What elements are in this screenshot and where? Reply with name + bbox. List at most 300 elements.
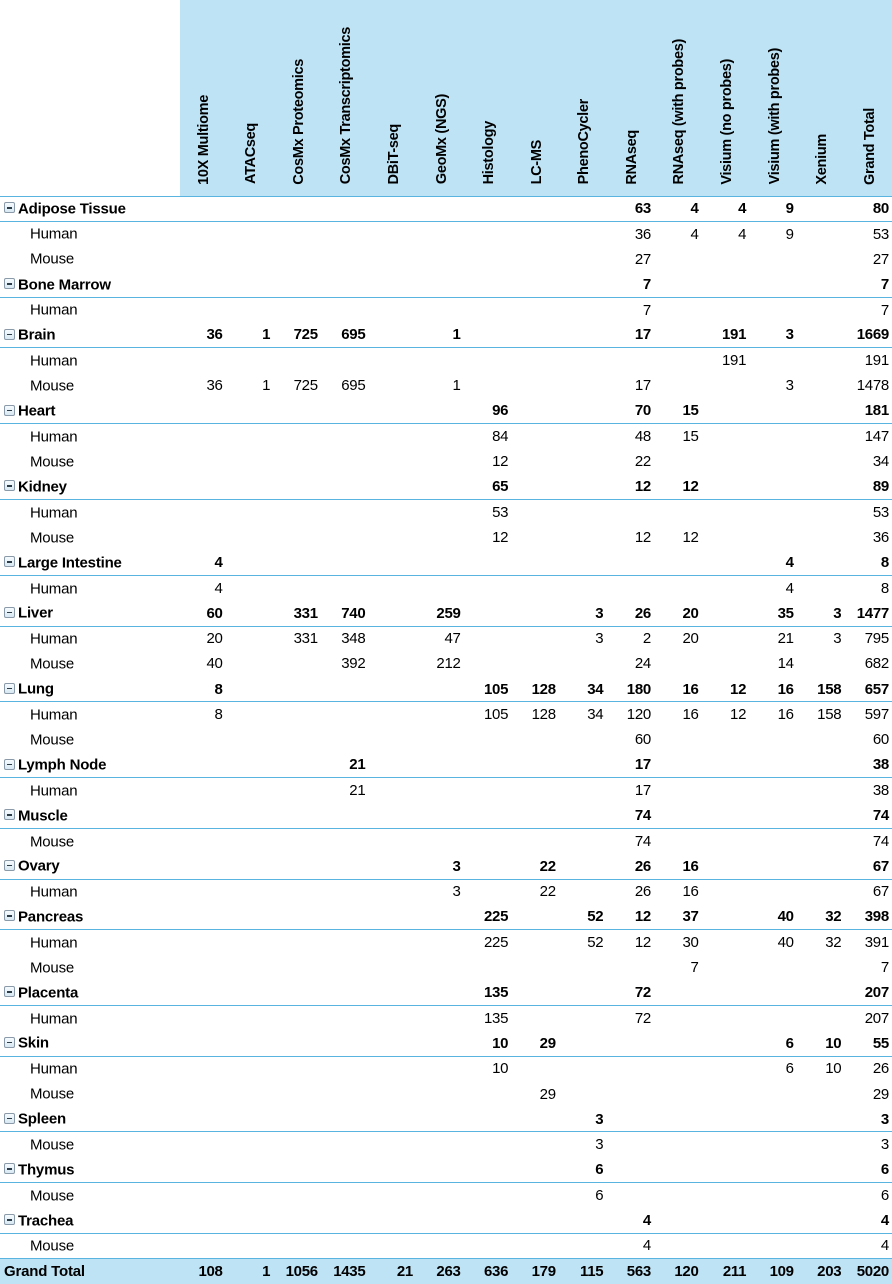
grand-total-value: 1056	[285, 1263, 318, 1281]
table-row[interactable]	[0, 297, 892, 322]
value-cell	[513, 221, 561, 246]
value-cell	[228, 930, 276, 955]
table-row[interactable]	[0, 500, 892, 525]
value-cell	[180, 1056, 228, 1081]
value-cell: 16	[777, 680, 794, 698]
value-cell	[656, 297, 704, 322]
row-label: Human	[30, 301, 78, 319]
row-label-cell	[0, 626, 180, 651]
column-header[interactable]	[799, 0, 847, 196]
row-label-cell	[0, 525, 180, 550]
value-cell	[704, 879, 752, 904]
value-cell	[704, 753, 752, 778]
value-cell	[704, 1233, 752, 1258]
row-label-cell	[0, 930, 180, 955]
value-cell	[466, 955, 514, 980]
value-cell	[656, 550, 704, 575]
minus-box-icon[interactable]	[4, 1163, 15, 1174]
table-row[interactable]	[0, 955, 892, 980]
column-header[interactable]	[418, 0, 466, 196]
table-body	[0, 196, 892, 1284]
row-label: Mouse	[30, 833, 75, 851]
table-row[interactable]	[0, 1132, 892, 1157]
value-cell	[180, 955, 228, 980]
value-cell: 158	[817, 680, 842, 698]
value-cell: 12	[492, 453, 509, 471]
row-label: Human	[30, 1060, 78, 1078]
column-header-label: Histology	[481, 121, 498, 185]
value-cell	[228, 601, 276, 626]
value-cell	[656, 753, 704, 778]
table-row[interactable]	[0, 221, 892, 246]
value-cell: 52	[587, 908, 604, 926]
row-total-cell: 3	[880, 1110, 889, 1128]
value-cell	[466, 1081, 514, 1106]
table-row[interactable]	[0, 778, 892, 803]
value-cell	[608, 955, 656, 980]
row-label-cell	[0, 348, 180, 373]
value-cell	[180, 1031, 228, 1056]
value-cell: 3	[595, 630, 604, 648]
table-row[interactable]	[0, 702, 892, 727]
value-cell: 12	[634, 908, 651, 926]
value-cell	[370, 322, 418, 347]
row-total-cell: 67	[872, 857, 889, 875]
table-row-group[interactable]	[0, 803, 892, 828]
grand-total-row	[0, 1258, 892, 1284]
row-total-cell: 597	[864, 706, 889, 724]
value-cell	[751, 955, 799, 980]
value-cell	[370, 525, 418, 550]
column-header[interactable]	[704, 0, 752, 196]
value-cell	[323, 1081, 371, 1106]
value-cell	[370, 297, 418, 322]
row-total-cell: 7	[880, 959, 889, 977]
value-cell	[370, 1157, 418, 1182]
table-row[interactable]	[0, 1081, 892, 1106]
minus-box-icon[interactable]	[4, 809, 15, 820]
value-cell	[180, 1107, 228, 1132]
row-label: Thymus	[18, 1161, 75, 1179]
row-label-cell	[0, 753, 180, 778]
table-row[interactable]	[0, 575, 892, 600]
value-cell	[370, 550, 418, 575]
value-cell: 36	[634, 225, 651, 243]
value-cell	[466, 1208, 514, 1233]
value-cell: 48	[634, 428, 651, 446]
minus-box-icon[interactable]	[4, 759, 15, 770]
value-cell	[228, 980, 276, 1005]
value-cell	[228, 1183, 276, 1208]
column-header-label: Grand Total	[861, 107, 878, 185]
table-row[interactable]	[0, 626, 892, 651]
value-cell: 21	[349, 756, 366, 774]
value-cell: 40	[777, 908, 794, 926]
value-cell	[370, 626, 418, 651]
value-cell	[180, 196, 228, 221]
value-cell: 4	[785, 554, 794, 572]
table-row-group[interactable]	[0, 322, 892, 347]
column-header[interactable]	[846, 0, 892, 196]
value-cell	[370, 373, 418, 398]
column-header[interactable]	[275, 0, 323, 196]
value-cell	[608, 1081, 656, 1106]
column-header[interactable]	[228, 0, 276, 196]
value-cell	[228, 272, 276, 297]
value-cell	[704, 930, 752, 955]
table-row[interactable]	[0, 1183, 892, 1208]
value-cell	[323, 955, 371, 980]
table-row-group[interactable]	[0, 980, 892, 1005]
table-row-group[interactable]	[0, 854, 892, 879]
value-cell	[370, 424, 418, 449]
value-cell: 225	[484, 908, 509, 926]
value-cell	[323, 677, 371, 702]
value-cell	[180, 828, 228, 853]
value-cell: 26	[634, 604, 651, 622]
row-label: Placenta	[18, 984, 79, 1002]
row-label-cell	[0, 854, 180, 879]
column-header[interactable]	[656, 0, 704, 196]
value-cell	[418, 297, 466, 322]
value-cell: 40	[777, 934, 794, 951]
minus-box-icon[interactable]	[4, 1214, 15, 1225]
value-cell	[513, 930, 561, 955]
value-cell: 12	[634, 478, 651, 496]
table-row-group[interactable]	[0, 1107, 892, 1132]
grand-total-value: 1435	[333, 1263, 366, 1281]
table-row-group[interactable]	[0, 677, 892, 702]
value-cell: 8	[214, 680, 223, 698]
value-cell	[228, 1031, 276, 1056]
row-label-cell	[0, 1056, 180, 1081]
value-cell	[751, 1157, 799, 1182]
row-label-cell	[0, 1006, 180, 1031]
value-cell	[370, 1233, 418, 1258]
row-total-cell: 3	[880, 1136, 889, 1154]
value-cell	[513, 398, 561, 423]
value-cell	[799, 221, 847, 246]
table-row-group[interactable]	[0, 904, 892, 929]
value-cell	[180, 424, 228, 449]
value-cell	[656, 348, 704, 373]
value-cell	[466, 322, 514, 347]
table-row[interactable]	[0, 930, 892, 955]
row-label: Heart	[18, 402, 56, 420]
table-row[interactable]	[0, 651, 892, 676]
column-header[interactable]	[608, 0, 656, 196]
value-cell	[799, 424, 847, 449]
row-label-cell	[0, 196, 180, 221]
value-cell	[323, 525, 371, 550]
row-label-cell	[0, 1183, 180, 1208]
value-cell	[275, 550, 323, 575]
value-cell	[418, 221, 466, 246]
table-row-group[interactable]	[0, 196, 892, 221]
value-cell	[418, 778, 466, 803]
value-cell	[561, 879, 609, 904]
minus-box-icon[interactable]	[4, 860, 15, 871]
row-label-cell	[0, 879, 180, 904]
minus-box-icon[interactable]	[4, 556, 15, 567]
row-label-cell	[0, 1031, 180, 1056]
table-row[interactable]	[0, 1056, 892, 1081]
value-cell	[418, 955, 466, 980]
value-cell	[180, 474, 228, 499]
value-cell: 21	[777, 630, 794, 648]
value-cell	[418, 196, 466, 221]
column-header[interactable]	[466, 0, 514, 196]
table-row-group[interactable]	[0, 474, 892, 499]
minus-box-icon[interactable]	[4, 329, 15, 340]
row-label: Mouse	[30, 377, 75, 395]
value-cell	[513, 424, 561, 449]
row-label-cell	[0, 424, 180, 449]
minus-box-icon[interactable]	[4, 910, 15, 921]
value-cell	[466, 297, 514, 322]
value-cell: 34	[587, 706, 604, 724]
table-row-group[interactable]	[0, 1208, 892, 1233]
minus-box-icon[interactable]	[4, 405, 15, 416]
value-cell	[466, 1107, 514, 1132]
value-cell	[751, 753, 799, 778]
value-cell	[513, 348, 561, 373]
value-cell	[275, 398, 323, 423]
value-cell: 135	[484, 1009, 509, 1027]
table-row[interactable]	[0, 348, 892, 373]
value-cell	[275, 879, 323, 904]
value-cell: 12	[730, 680, 747, 698]
column-header-label: GeoMx (NGS)	[433, 94, 450, 185]
value-cell	[799, 1233, 847, 1258]
minus-box-icon[interactable]	[4, 1113, 15, 1124]
value-cell	[275, 575, 323, 600]
table-row[interactable]	[0, 828, 892, 853]
value-cell	[370, 398, 418, 423]
column-header[interactable]	[561, 0, 609, 196]
value-cell	[323, 930, 371, 955]
table-row-group[interactable]	[0, 601, 892, 626]
grand-total-value: 263	[436, 1263, 461, 1281]
minus-box-icon[interactable]	[4, 683, 15, 694]
value-cell	[608, 348, 656, 373]
value-cell	[513, 753, 561, 778]
value-cell	[180, 348, 228, 373]
table-row[interactable]	[0, 373, 892, 398]
row-label-cell	[0, 221, 180, 246]
value-cell	[751, 778, 799, 803]
value-cell	[323, 1208, 371, 1233]
value-cell	[228, 1208, 276, 1233]
value-cell	[180, 449, 228, 474]
value-cell: 72	[634, 984, 651, 1002]
value-cell	[799, 727, 847, 752]
value-cell	[561, 500, 609, 525]
row-total-cell: 147	[864, 428, 889, 446]
value-cell	[704, 247, 752, 272]
row-label: Human	[30, 782, 78, 800]
value-cell	[704, 651, 752, 676]
table-row-group[interactable]	[0, 1031, 892, 1056]
table-row[interactable]	[0, 727, 892, 752]
table-row[interactable]	[0, 424, 892, 449]
value-cell	[656, 803, 704, 828]
table-row[interactable]	[0, 247, 892, 272]
value-cell	[561, 373, 609, 398]
value-cell: 16	[682, 883, 699, 901]
value-cell	[228, 879, 276, 904]
value-cell	[275, 1056, 323, 1081]
value-cell: 9	[785, 200, 794, 218]
table-row-group[interactable]	[0, 753, 892, 778]
value-cell: 3	[452, 857, 461, 875]
value-cell	[323, 904, 371, 929]
value-cell: 17	[634, 782, 651, 800]
value-cell	[704, 449, 752, 474]
column-header-label: DBiT-seq	[385, 124, 402, 185]
row-label-cell	[0, 828, 180, 853]
row-total-cell: 181	[864, 402, 889, 420]
value-cell	[561, 550, 609, 575]
table-row[interactable]	[0, 1006, 892, 1031]
value-cell: 3	[595, 604, 604, 622]
row-label: Human	[30, 225, 78, 243]
value-cell	[751, 828, 799, 853]
row-total-cell: 74	[872, 832, 889, 850]
value-cell	[751, 247, 799, 272]
grand-total-value: 115	[580, 1263, 604, 1281]
table-row-group[interactable]	[0, 272, 892, 297]
value-cell: 191	[721, 352, 747, 370]
value-cell	[799, 1208, 847, 1233]
row-label-cell	[0, 702, 180, 727]
row-label: Mouse	[30, 1136, 75, 1154]
value-cell	[561, 778, 609, 803]
minus-box-icon[interactable]	[4, 1037, 15, 1048]
table-row[interactable]	[0, 449, 892, 474]
value-cell	[370, 500, 418, 525]
value-cell	[370, 1056, 418, 1081]
table-row-group[interactable]	[0, 398, 892, 423]
value-cell: 740	[341, 604, 366, 622]
value-cell: 16	[682, 857, 699, 875]
row-total-cell: 4	[880, 1237, 889, 1255]
minus-box-icon[interactable]	[4, 202, 15, 213]
value-cell: 180	[626, 680, 651, 698]
value-cell	[180, 1081, 228, 1106]
row-total-cell: 74	[872, 807, 889, 825]
row-label-cell	[0, 778, 180, 803]
value-cell	[228, 221, 276, 246]
value-cell	[275, 424, 323, 449]
column-header[interactable]	[323, 0, 371, 196]
row-label: Muscle	[18, 807, 68, 825]
value-cell: 105	[484, 706, 509, 724]
table-row[interactable]	[0, 1233, 892, 1258]
value-cell	[751, 854, 799, 879]
grand-total-value: 5020	[856, 1263, 889, 1281]
minus-box-icon[interactable]	[4, 986, 15, 997]
value-cell	[561, 651, 609, 676]
value-cell	[275, 1157, 323, 1182]
value-cell: 52	[587, 934, 604, 951]
value-cell	[656, 980, 704, 1005]
column-header[interactable]	[751, 0, 799, 196]
value-cell	[323, 1056, 371, 1081]
value-cell	[704, 727, 752, 752]
value-cell	[228, 1157, 276, 1182]
row-total-cell: 53	[872, 503, 889, 521]
value-cell	[418, 1233, 466, 1258]
value-cell	[228, 1056, 276, 1081]
grand-total-value: 211	[722, 1263, 747, 1281]
value-cell	[275, 348, 323, 373]
value-cell	[751, 398, 799, 423]
value-cell	[228, 1081, 276, 1106]
row-label: Liver	[18, 604, 53, 622]
value-cell	[799, 196, 847, 221]
minus-box-icon[interactable]	[4, 480, 15, 491]
value-cell	[418, 753, 466, 778]
minus-box-icon[interactable]	[4, 607, 15, 618]
value-cell	[323, 398, 371, 423]
value-cell	[323, 980, 371, 1005]
grand-total-value: 636	[484, 1263, 509, 1281]
value-cell	[656, 373, 704, 398]
value-cell: 15	[682, 428, 699, 446]
table-row-group[interactable]	[0, 1157, 892, 1182]
value-cell	[704, 424, 752, 449]
value-cell: 16	[777, 706, 794, 724]
value-cell	[656, 1081, 704, 1106]
table-row-group[interactable]	[0, 550, 892, 575]
value-cell: 4	[214, 554, 223, 572]
value-cell	[323, 575, 371, 600]
table-row[interactable]	[0, 525, 892, 550]
value-cell	[751, 449, 799, 474]
value-cell	[704, 803, 752, 828]
value-cell: 331	[293, 604, 318, 622]
row-label: Pancreas	[18, 908, 84, 926]
column-header-label: Visium (no probes)	[719, 58, 736, 185]
value-cell	[561, 247, 609, 272]
row-total-cell: 60	[872, 731, 889, 749]
value-cell: 4	[642, 1237, 651, 1255]
value-cell: 12	[634, 934, 651, 951]
value-cell	[418, 424, 466, 449]
value-cell	[751, 1107, 799, 1132]
value-cell	[799, 500, 847, 525]
value-cell	[608, 575, 656, 600]
grand-total-value: 21	[396, 1263, 413, 1281]
row-label: Brain	[18, 326, 56, 344]
value-cell	[656, 272, 704, 297]
table-row[interactable]	[0, 879, 892, 904]
value-cell	[704, 1081, 752, 1106]
column-header[interactable]	[180, 0, 228, 196]
column-header[interactable]	[370, 0, 418, 196]
minus-box-icon[interactable]	[4, 278, 15, 289]
value-cell	[466, 575, 514, 600]
row-total-cell: 89	[872, 478, 889, 496]
value-cell	[180, 930, 228, 955]
value-cell	[275, 1081, 323, 1106]
value-cell: 12	[682, 529, 699, 546]
column-header[interactable]	[513, 0, 561, 196]
value-cell	[370, 1183, 418, 1208]
row-total-cell: 55	[872, 1034, 889, 1052]
value-cell: 84	[492, 428, 509, 446]
